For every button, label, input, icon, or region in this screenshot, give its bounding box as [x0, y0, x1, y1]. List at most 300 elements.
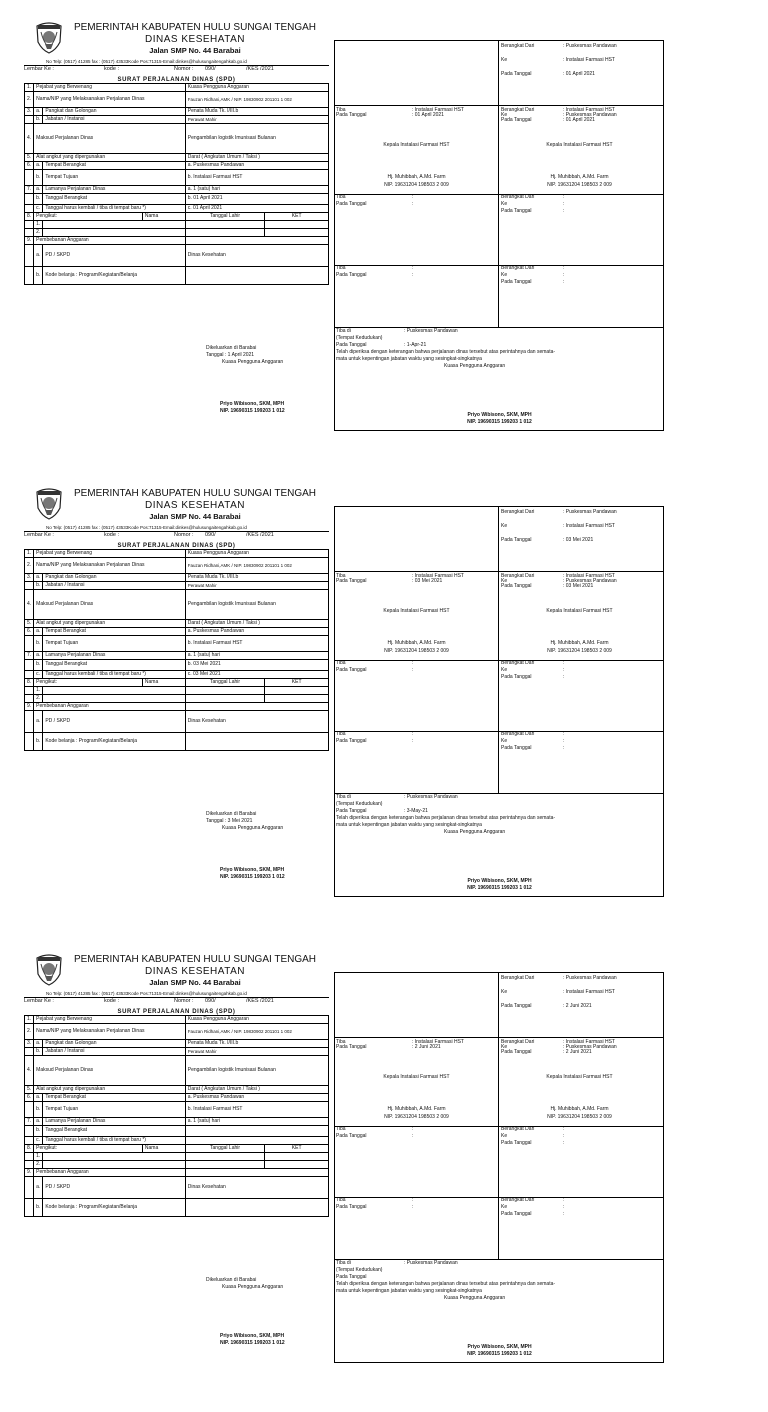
column-ket: KET	[265, 213, 329, 221]
return-date	[185, 1137, 328, 1145]
kode-label: kode :	[104, 532, 119, 538]
table-row	[25, 628, 329, 636]
header-agency: DINAS KESEHATAN	[145, 500, 245, 511]
verification-note: mata untuk kepentingan jabatan waktu yang sesingkat-singkatnya	[336, 356, 482, 362]
table-row	[25, 237, 329, 245]
row-number: 8.	[25, 679, 34, 687]
table-row	[25, 92, 329, 108]
row-label: Tempat Tujuan	[43, 1102, 185, 1118]
column-nama: Nama	[142, 1145, 185, 1153]
row-value: a. 1 (satu) hari	[185, 186, 328, 194]
section-4-left: Tiba : Pada Tanggal :	[336, 265, 414, 278]
issuer-nip: NIP. 19690315 199203 1 012	[220, 873, 285, 880]
row-sub: b.	[34, 733, 43, 751]
section-2-left: Tiba : Instalasi Farmasi HST Pada Tanggal : 2 Juni 2021	[336, 1039, 464, 1050]
form-title: SURAT PERJALANAN DINAS (SPD)	[117, 543, 236, 549]
spd-table	[24, 83, 329, 285]
issuer-role: Kuasa Pengguna Anggaran	[222, 824, 284, 831]
kepala-signature: Hj. Muhibbah, A.Md. Farm NIP. 19631204 198503 2 009	[384, 640, 449, 654]
table-row	[25, 1161, 329, 1169]
issuer-nip: NIP. 19690315 199203 1 012	[220, 1339, 285, 1346]
row-value: a. 1 (satu) hari	[185, 1118, 328, 1126]
row-sub: a.	[34, 652, 43, 660]
row-label: Nama/NIP yang Melaksanakan Perjalanan Dinas	[34, 1024, 186, 1040]
row-label: Nama/NIP yang Melaksanakan Perjalanan Dinas	[34, 92, 186, 108]
row-label: Tanggal Berangkat	[43, 194, 185, 205]
table-row	[25, 620, 329, 628]
table-row	[25, 1199, 329, 1217]
table-row	[25, 711, 329, 733]
section-3-right: Berangkat Dari : Ke : Pada Tanggal :	[501, 1126, 565, 1146]
kode-label: kode :	[104, 998, 119, 1004]
row-value: Kuasa Pengguna Anggaran	[185, 1016, 328, 1024]
row-label: Jabatan / Instansi	[43, 116, 185, 124]
row-label: Tanggal harus kembali / tiba di tempat baru *)	[43, 671, 185, 679]
column-tanggal-lahir: Tanggal Lahir	[185, 213, 265, 221]
row-number: 7.	[25, 1118, 34, 1126]
table-row	[25, 671, 329, 679]
row-value: a. Puskesmas Pandawan	[185, 628, 328, 636]
section-5: Tiba di : Puskesmas Pandawan (Tempat Kedudukan) Pada Tanggal : 3-May-21 Telah diperiksa dengan keterangan bahwa perjalanan dinas tersebut atas perintahnya dan semata- mata untuk kepentingan jabatan waktu yang sesingkat-singkatnya Kuasa Pengguna Anggaran	[336, 794, 556, 835]
row-label: Pembebanan Anggaran	[34, 1169, 186, 1177]
header-agency: DINAS KESEHATAN	[145, 966, 245, 977]
row-value: Fauzan Ridhani,AMK / NIP. 19830902 201101 1 002	[185, 558, 328, 574]
issuance-block	[206, 1277, 283, 1291]
table-row	[25, 1177, 329, 1199]
row-number: 2.	[25, 558, 34, 574]
nomor-label: Nomor :	[174, 998, 194, 1004]
issued-date: Tanggal : 3 Mei 2021	[206, 817, 253, 824]
row-label: Tempat Berangkat	[43, 1094, 185, 1102]
departure-date: b. 03 Mei 2021	[185, 660, 328, 671]
section-4-left: Tiba : Pada Tanggal :	[336, 1197, 414, 1210]
row-sub: a.	[34, 162, 43, 170]
verification-note: mata untuk kepentingan jabatan waktu yang sesingkat-singkatnya	[336, 1288, 482, 1294]
header-government: PEMERINTAH KABUPATEN HULU SUNGAI TENGAH	[73, 954, 317, 965]
table-row	[25, 267, 329, 285]
column-ket: KET	[265, 1145, 329, 1153]
section-1-right: Berangkat Dari : Puskesmas Pandawan Ke : Instalasi Farmasi HST Pada Tanggal : 03 Mei 2021	[501, 509, 617, 543]
nomor-value: 090/	[205, 532, 216, 538]
lembar-label: Lembar Ke :	[24, 998, 54, 1004]
travel-log-panel	[334, 972, 664, 1363]
table-row	[25, 1145, 329, 1153]
section-3-left: Tiba : Pada Tanggal :	[336, 660, 414, 673]
table-row	[25, 1137, 329, 1145]
header-government: PEMERINTAH KABUPATEN HULU SUNGAI TENGAH	[73, 22, 317, 33]
row-value: Perawat Mahir	[185, 1048, 328, 1056]
lembar-label: Lembar Ke :	[24, 66, 54, 72]
column-nama: Nama	[142, 213, 185, 221]
row-sub: c.	[34, 1137, 43, 1145]
form-title: SURAT PERJALANAN DINAS (SPD)	[117, 77, 236, 83]
row-label: Alat angkut yang dipergunakan	[34, 1086, 186, 1094]
kepala-title: Kepala Instalasi Farmasi HST	[383, 1074, 450, 1080]
row-sub: a.	[34, 186, 43, 194]
row-label: PD / SKPD	[43, 711, 185, 733]
row-value: Fauzan Ridhani,AMK / NIP. 19830902 201101 1 002	[185, 92, 328, 108]
row-label: Pembebanan Anggaran	[34, 237, 186, 245]
table-row	[25, 1024, 329, 1040]
row-label: Tanggal Berangkat	[43, 660, 185, 671]
table-row	[25, 116, 329, 124]
row-sub: 2.	[34, 1161, 43, 1169]
row-sub: b.	[34, 170, 43, 186]
issuer-role: Kuasa Pengguna Anggaran	[222, 358, 284, 365]
table-row	[25, 108, 329, 116]
spd-document	[0, 486, 768, 946]
row-sub: 1.	[34, 1153, 43, 1161]
section-5: Tiba di : Puskesmas Pandawan (Tempat Kedudukan) Pada Tanggal : 1-Apr-21 Telah diperiksa dengan keterangan bahwa perjalanan dinas tersebut atas perintahnya dan semata- mata untuk kepentingan jabatan waktu yang sesingkat-singkatnya Kuasa Pengguna Anggaran	[336, 328, 556, 369]
table-row	[25, 1048, 329, 1056]
row-number: 7.	[25, 652, 34, 660]
table-row	[25, 1169, 329, 1177]
row-label: Nama/NIP yang Melaksanakan Perjalanan Dinas	[34, 558, 186, 574]
departure-date	[185, 1126, 328, 1137]
row-sub: c.	[34, 671, 43, 679]
issuer-nip: NIP. 19690315 199203 1 012	[220, 407, 285, 414]
spd-document	[0, 20, 768, 480]
table-row	[25, 245, 329, 267]
row-label: Pejabat yang Berwenang	[34, 1016, 186, 1024]
row-value: Kuasa Pengguna Anggaran	[185, 84, 328, 92]
row-label: Pengikut:	[34, 1145, 143, 1153]
travel-log-panel	[334, 506, 664, 897]
section-2-right: Berangkat Dari : Instalasi Farmasi HST Ke : Puskesmas Pandawan Pada Tanggal : 01 April 2021	[501, 107, 617, 123]
row-value: a. Puskesmas Pandawan	[185, 162, 328, 170]
issued-date: Tanggal : 1 April 2021	[206, 351, 255, 358]
verification-note: Telah diperiksa dengan keterangan bahwa perjalanan dinas tersebut atas perintahnya dan semata-	[336, 349, 556, 355]
row-sub: a.	[34, 245, 43, 267]
header-contact: No Telp: (0517) 41285 fax : (0517) 43533Kode Pos:71315-Email:dinkes@hulusungaitengahkab.go.id	[46, 991, 247, 996]
kepala-signature: Hj. Muhibbah, A.Md. Farm NIP. 19631204 198503 2 009	[547, 1106, 612, 1120]
header-contact: No Telp: (0517) 41285 fax : (0517) 43533Kode Pos:71315-Email:dinkes@hulusungaitengahkab.go.id	[46, 59, 247, 64]
row-number: 3.	[25, 574, 34, 582]
section-3-left: Tiba : Pada Tanggal :	[336, 1126, 414, 1139]
nomor-value: 090/	[205, 66, 216, 72]
row-label: Alat angkut yang dipergunakan	[34, 154, 186, 162]
row-label: Pangkat dan Golongan	[43, 574, 185, 582]
section-5: Tiba di : Puskesmas Pandawan (Tempat Kedudukan) Pada Tanggal Telah diperiksa dengan keterangan bahwa perjalanan dinas tersebut atas perintahnya dan semata- mata untuk kepentingan jabatan waktu yang sesingkat-singkatnya Kuasa Pengguna Anggaran	[336, 1260, 556, 1301]
row-sub: 1.	[34, 221, 43, 229]
row-sub: a.	[34, 628, 43, 636]
row-value: Penata Muda Tk. I/III.b	[185, 574, 328, 582]
row-sub: a.	[34, 1040, 43, 1048]
row-label: PD / SKPD	[43, 245, 185, 267]
row-value: Pengambilan logistik Imunisasi Bulanan	[185, 124, 328, 154]
table-row	[25, 695, 329, 703]
kpa-title: Kuasa Pengguna Anggaran	[444, 1295, 506, 1301]
nomor-suffix: /KES /2021	[246, 66, 274, 72]
row-number: 6.	[25, 162, 34, 170]
row-value: Dinas Kesehatan	[185, 1177, 328, 1199]
row-number: 1.	[25, 550, 34, 558]
row-sub: 1.	[34, 687, 43, 695]
issuer-signature	[220, 867, 285, 881]
row-value: Dinas Kesehatan	[185, 711, 328, 733]
issuer-name: Priyo Wibisono, SKM, MPH	[220, 867, 285, 873]
row-number: 5.	[25, 154, 34, 162]
row-sub: b.	[34, 660, 43, 671]
row-label: Tempat Berangkat	[43, 628, 185, 636]
row-label: Maksud Perjalanan Dinas	[34, 590, 186, 620]
row-label: Pejabat yang Berwenang	[34, 84, 186, 92]
row-label: Alat angkut yang dipergunakan	[34, 620, 186, 628]
row-value: Pengambilan logistik Imunisasi Bulanan	[185, 590, 328, 620]
row-number: 9.	[25, 237, 34, 245]
row-label: Jabatan / Instansi	[43, 1048, 185, 1056]
verification-note: mata untuk kepentingan jabatan waktu yang sesingkat-singkatnya	[336, 822, 482, 828]
table-row	[25, 652, 329, 660]
issuer-role: Kuasa Pengguna Anggaran	[222, 1283, 284, 1290]
row-number: 1.	[25, 1016, 34, 1024]
travel-log-panel	[334, 40, 664, 431]
row-value: Darat ( Angkutan Umum / Taksi )	[185, 154, 328, 162]
form-title: SURAT PERJALANAN DINAS (SPD)	[117, 1009, 236, 1015]
row-sub: b.	[34, 1048, 43, 1056]
section-4-left: Tiba : Pada Tanggal :	[336, 731, 414, 744]
issued-place: Dikeluarkan di Barabai	[206, 1277, 257, 1283]
table-row	[25, 550, 329, 558]
row-number: 1.	[25, 84, 34, 92]
nomor-label: Nomor :	[174, 66, 194, 72]
nomor-suffix: /KES /2021	[246, 998, 274, 1004]
row-number: 9.	[25, 703, 34, 711]
row-label: Tanggal harus kembali / tiba di tempat baru *)	[43, 205, 185, 213]
row-label: Kode belanja : Program/Kegiatan/Belanja	[43, 733, 185, 751]
row-sub: a.	[34, 1094, 43, 1102]
row-label: Tanggal Berangkat	[43, 1126, 185, 1137]
row-number: 4.	[25, 1056, 34, 1086]
kpa-title: Kuasa Pengguna Anggaran	[444, 363, 506, 369]
issued-place: Dikeluarkan di Barabai	[206, 345, 257, 351]
table-row	[25, 1016, 329, 1024]
table-row	[25, 582, 329, 590]
section-2-left: Tiba : Instalasi Farmasi HST Pada Tanggal : 03 Mei 2021	[336, 573, 464, 584]
row-number: 6.	[25, 628, 34, 636]
kpa-title: Kuasa Pengguna Anggaran	[444, 829, 506, 835]
row-value: Dinas Kesehatan	[185, 245, 328, 267]
table-row	[25, 1126, 329, 1137]
row-value: Pengambilan logistik Imunisasi Bulanan	[185, 1056, 328, 1086]
kepala-signature: Hj. Muhibbah, A.Md. Farm NIP. 19631204 198503 2 009	[547, 640, 612, 654]
table-row	[25, 1118, 329, 1126]
table-row	[25, 229, 329, 237]
row-label: Tanggal harus kembali / tiba di tempat baru *)	[43, 1137, 185, 1145]
table-row	[25, 636, 329, 652]
row-number: 3.	[25, 1040, 34, 1048]
row-label: Lamanya Perjalanan Dinas	[43, 186, 185, 194]
table-row	[25, 221, 329, 229]
row-value: Perawat Mahir	[185, 116, 328, 124]
section-3-right: Berangkat Dari : Ke : Pada Tanggal :	[501, 194, 565, 214]
kpa-signature: Priyo Wibisono, SKM, MPH NIP. 19690315 199203 1 012	[467, 1344, 532, 1357]
table-row	[25, 194, 329, 205]
row-sub: b.	[34, 1126, 43, 1137]
row-sub: b.	[34, 116, 43, 124]
table-row	[25, 733, 329, 751]
column-tanggal-lahir: Tanggal Lahir	[185, 679, 265, 687]
table-row	[25, 590, 329, 620]
table-row	[25, 1102, 329, 1118]
header-address: Jalan SMP No. 44 Barabai	[149, 978, 241, 987]
row-value: Darat ( Angkutan Umum / Taksi )	[185, 1086, 328, 1094]
section-4-right: Berangkat Dari : Ke : Pada Tanggal :	[501, 1197, 565, 1217]
table-row	[25, 558, 329, 574]
row-value: Perawat Mahir	[185, 582, 328, 590]
table-row	[25, 660, 329, 671]
issuance-block	[206, 345, 283, 365]
kode-label: kode :	[104, 66, 119, 72]
table-row	[25, 124, 329, 154]
row-number: 2.	[25, 92, 34, 108]
row-sub: a.	[34, 108, 43, 116]
table-row	[25, 162, 329, 170]
spd-table	[24, 549, 329, 751]
section-2-left: Tiba : Instalasi Farmasi HST Pada Tanggal : 01 April 2021	[336, 107, 464, 118]
row-sub: 2.	[34, 229, 43, 237]
table-row	[25, 170, 329, 186]
section-3-left: Tiba : Pada Tanggal :	[336, 194, 414, 207]
row-value: a. 1 (satu) hari	[185, 652, 328, 660]
section-3-right: Berangkat Dari : Ke : Pada Tanggal :	[501, 660, 565, 680]
issuer-name: Priyo Wibisono, SKM, MPH	[220, 1333, 285, 1339]
section-4-right: Berangkat Dari : Ke : Pada Tanggal :	[501, 265, 565, 285]
issuance-block	[206, 811, 283, 831]
kepala-title: Kepala Instalasi Farmasi HST	[546, 608, 613, 614]
row-number: 2.	[25, 1024, 34, 1040]
header-address: Jalan SMP No. 44 Barabai	[149, 512, 241, 521]
header-contact: No Telp: (0517) 41285 fax : (0517) 43533Kode Pos:71315-Email:dinkes@hulusungaitengahkab.go.id	[46, 525, 247, 530]
row-label: Pejabat yang Berwenang	[34, 550, 186, 558]
section-2-right: Berangkat Dari : Instalasi Farmasi HST Ke : Puskesmas Pandawan Pada Tanggal : 03 Mei 2021	[501, 573, 617, 589]
row-sub: b.	[34, 582, 43, 590]
row-number: 9.	[25, 1169, 34, 1177]
row-label: Maksud Perjalanan Dinas	[34, 124, 186, 154]
row-label: Kode belanja : Program/Kegiatan/Belanja	[43, 267, 185, 285]
header-agency: DINAS KESEHATAN	[145, 34, 245, 45]
row-number: 8.	[25, 213, 34, 221]
row-sub: a.	[34, 1177, 43, 1199]
issuer-name: Priyo Wibisono, SKM, MPH	[220, 401, 285, 407]
spd-table	[24, 1015, 329, 1217]
kpa-signature: Priyo Wibisono, SKM, MPH NIP. 19690315 199203 1 012	[467, 878, 532, 891]
header-government: PEMERINTAH KABUPATEN HULU SUNGAI TENGAH	[73, 488, 317, 499]
kepala-signature: Hj. Muhibbah, A.Md. Farm NIP. 19631204 198503 2 009	[547, 174, 612, 188]
spd-document	[0, 952, 768, 1412]
row-sub: 2.	[34, 695, 43, 703]
kepala-title: Kepala Instalasi Farmasi HST	[546, 142, 613, 148]
section-1-right: Berangkat Dari : Puskesmas Pandawan Ke : Instalasi Farmasi HST Pada Tanggal : 2 Juni 2021	[501, 975, 617, 1009]
row-label: Tempat Tujuan	[43, 636, 185, 652]
row-value: b. Instalasi Farmasi HST	[185, 1102, 328, 1118]
table-row	[25, 186, 329, 194]
row-sub: b.	[34, 194, 43, 205]
row-value: b. Instalasi Farmasi HST	[185, 636, 328, 652]
row-sub: a.	[34, 1118, 43, 1126]
row-number: 4.	[25, 124, 34, 154]
row-label: Pembebanan Anggaran	[34, 703, 186, 711]
table-row	[25, 1094, 329, 1102]
section-4-right: Berangkat Dari : Ke : Pada Tanggal :	[501, 731, 565, 751]
table-row	[25, 574, 329, 582]
row-label: Lamanya Perjalanan Dinas	[43, 1118, 185, 1126]
row-number: 5.	[25, 1086, 34, 1094]
row-sub: b.	[34, 1102, 43, 1118]
return-date: c. 03 Mei 2021	[185, 671, 328, 679]
table-row	[25, 84, 329, 92]
kepala-title: Kepala Instalasi Farmasi HST	[383, 142, 450, 148]
lembar-label: Lembar Ke :	[24, 532, 54, 538]
row-number: 8.	[25, 1145, 34, 1153]
row-sub: c.	[34, 205, 43, 213]
return-date: c. 01 April 2021	[185, 205, 328, 213]
row-label: Kode belanja : Program/Kegiatan/Belanja	[43, 1199, 185, 1217]
table-row	[25, 687, 329, 695]
row-value: b. Instalasi Farmasi HST	[185, 170, 328, 186]
row-label: Pengikut:	[34, 213, 143, 221]
table-row	[25, 1040, 329, 1048]
kepala-signature: Hj. Muhibbah, A.Md. Farm NIP. 19631204 198503 2 009	[384, 174, 449, 188]
row-sub: b.	[34, 267, 43, 285]
row-label: Pengikut:	[34, 679, 143, 687]
table-row	[25, 703, 329, 711]
departure-date: b. 01 April 2021	[185, 194, 328, 205]
row-value: Darat ( Angkutan Umum / Taksi )	[185, 620, 328, 628]
row-value: Kuasa Pengguna Anggaran	[185, 550, 328, 558]
section-2-right: Berangkat Dari : Instalasi Farmasi HST Ke : Puskesmas Pandawan Pada Tanggal : 2 Juni 2021	[501, 1039, 617, 1055]
column-nama: Nama	[142, 679, 185, 687]
kepala-title: Kepala Instalasi Farmasi HST	[383, 608, 450, 614]
row-label: Jabatan / Instansi	[43, 582, 185, 590]
row-number: 5.	[25, 620, 34, 628]
verification-note: Telah diperiksa dengan keterangan bahwa perjalanan dinas tersebut atas perintahnya dan semata-	[336, 1281, 556, 1287]
table-row	[25, 679, 329, 687]
row-label: Pangkat dan Golongan	[43, 1040, 185, 1048]
row-label: PD / SKPD	[43, 1177, 185, 1199]
table-row	[25, 205, 329, 213]
table-row	[25, 1153, 329, 1161]
table-row	[25, 154, 329, 162]
row-number: 7.	[25, 186, 34, 194]
kepala-signature: Hj. Muhibbah, A.Md. Farm NIP. 19631204 198503 2 009	[384, 1106, 449, 1120]
nomor-suffix: /KES /2021	[246, 532, 274, 538]
row-sub: b.	[34, 1199, 43, 1217]
nomor-label: Nomor :	[174, 532, 194, 538]
row-value: Penata Muda Tk. I/III.b	[185, 108, 328, 116]
column-tanggal-lahir: Tanggal Lahir	[185, 1145, 265, 1153]
row-label: Maksud Perjalanan Dinas	[34, 1056, 186, 1086]
row-label: Lamanya Perjalanan Dinas	[43, 652, 185, 660]
table-row	[25, 1086, 329, 1094]
column-ket: KET	[265, 679, 329, 687]
row-value: Fauzan Ridhani,AMK / NIP. 19830902 201101 1 002	[185, 1024, 328, 1040]
row-sub: a.	[34, 574, 43, 582]
row-number: 3.	[25, 108, 34, 116]
row-sub: a.	[34, 711, 43, 733]
kepala-title: Kepala Instalasi Farmasi HST	[546, 1074, 613, 1080]
verification-note: Telah diperiksa dengan keterangan bahwa perjalanan dinas tersebut atas perintahnya dan semata-	[336, 815, 556, 821]
row-sub: b.	[34, 636, 43, 652]
row-number: 6.	[25, 1094, 34, 1102]
section-1-right: Berangkat Dari : Puskesmas Pandawan Ke : Instalasi Farmasi HST Pada Tanggal : 01 April 2021	[501, 43, 617, 77]
row-value: Penata Muda Tk. I/III.b	[185, 1040, 328, 1048]
table-row	[25, 213, 329, 221]
row-label: Pangkat dan Golongan	[43, 108, 185, 116]
nomor-value: 090/	[205, 998, 216, 1004]
issued-place: Dikeluarkan di Barabai	[206, 811, 257, 817]
row-number: 4.	[25, 590, 34, 620]
